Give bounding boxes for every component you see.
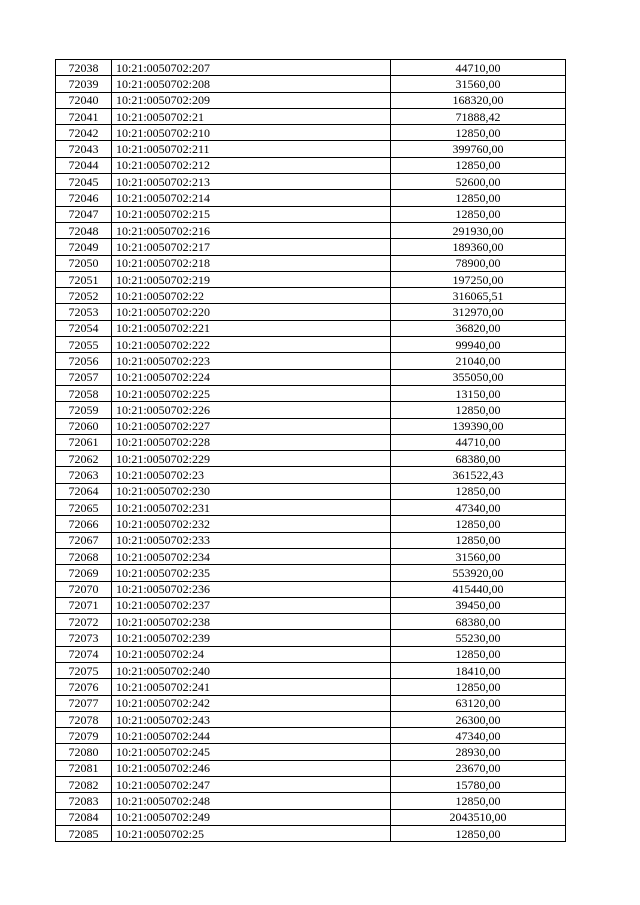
cadastral-value-cell: 139390,00 xyxy=(391,418,566,434)
cadastral-number-cell: 10:21:0050702:210 xyxy=(112,125,391,141)
table-row xyxy=(56,744,566,760)
cadastral-value-cell: 39450,00 xyxy=(391,597,566,613)
cadastral-number-cell: 10:21:0050702:211 xyxy=(112,141,391,157)
table-row xyxy=(56,157,566,173)
row-number-cell: 72066 xyxy=(56,516,112,532)
cadastral-value-cell: 78900,00 xyxy=(391,255,566,271)
row-number-cell: 72062 xyxy=(56,451,112,467)
row-number-cell: 72071 xyxy=(56,597,112,613)
cadastral-number-cell: 10:21:0050702:243 xyxy=(112,711,391,727)
cadastral-number-cell: 10:21:0050702:232 xyxy=(112,516,391,532)
row-number-cell: 72081 xyxy=(56,760,112,776)
table-row xyxy=(56,353,566,369)
cadastral-number-cell: 10:21:0050702:218 xyxy=(112,255,391,271)
row-number-cell: 72078 xyxy=(56,711,112,727)
row-number-cell: 72060 xyxy=(56,418,112,434)
cadastral-value-cell: 21040,00 xyxy=(391,353,566,369)
row-number-cell: 72046 xyxy=(56,190,112,206)
table-row xyxy=(56,222,566,238)
table-row xyxy=(56,108,566,124)
row-number-cell: 72077 xyxy=(56,695,112,711)
table-row xyxy=(56,174,566,190)
row-number-cell: 72045 xyxy=(56,174,112,190)
cadastral-value-table xyxy=(55,59,566,842)
cadastral-number-cell: 10:21:0050702:245 xyxy=(112,744,391,760)
row-number-cell: 72047 xyxy=(56,206,112,222)
cadastral-value-cell: 12850,00 xyxy=(391,679,566,695)
cadastral-value-cell: 15780,00 xyxy=(391,777,566,793)
table-row xyxy=(56,141,566,157)
cadastral-number-cell: 10:21:0050702:208 xyxy=(112,76,391,92)
table-row xyxy=(56,565,566,581)
cadastral-number-cell: 10:21:0050702:247 xyxy=(112,777,391,793)
row-number-cell: 72079 xyxy=(56,728,112,744)
row-number-cell: 72063 xyxy=(56,467,112,483)
row-number-cell: 72072 xyxy=(56,614,112,630)
table-row xyxy=(56,711,566,727)
table-row xyxy=(56,320,566,336)
row-number-cell: 72070 xyxy=(56,581,112,597)
row-number-cell: 72068 xyxy=(56,548,112,564)
table-row xyxy=(56,451,566,467)
table-row xyxy=(56,679,566,695)
cadastral-number-cell: 10:21:0050702:240 xyxy=(112,662,391,678)
table-row xyxy=(56,614,566,630)
table-row xyxy=(56,418,566,434)
row-number-cell: 72057 xyxy=(56,369,112,385)
cadastral-value-cell: 55230,00 xyxy=(391,630,566,646)
cadastral-number-cell: 10:21:0050702:242 xyxy=(112,695,391,711)
table-row xyxy=(56,190,566,206)
table-row xyxy=(56,777,566,793)
row-number-cell: 72049 xyxy=(56,239,112,255)
row-number-cell: 72083 xyxy=(56,793,112,809)
cadastral-value-cell: 68380,00 xyxy=(391,614,566,630)
table-body xyxy=(56,60,566,842)
cadastral-number-cell: 10:21:0050702:213 xyxy=(112,174,391,190)
row-number-cell: 72053 xyxy=(56,304,112,320)
cadastral-number-cell: 10:21:0050702:212 xyxy=(112,157,391,173)
cadastral-number-cell: 10:21:0050702:25 xyxy=(112,825,391,841)
table-row xyxy=(56,809,566,825)
cadastral-number-cell: 10:21:0050702:225 xyxy=(112,385,391,401)
cadastral-number-cell: 10:21:0050702:233 xyxy=(112,532,391,548)
cadastral-number-cell: 10:21:0050702:22 xyxy=(112,288,391,304)
cadastral-number-cell: 10:21:0050702:23 xyxy=(112,467,391,483)
cadastral-value-cell: 28930,00 xyxy=(391,744,566,760)
row-number-cell: 72073 xyxy=(56,630,112,646)
cadastral-number-cell: 10:21:0050702:230 xyxy=(112,483,391,499)
row-number-cell: 72056 xyxy=(56,353,112,369)
table-row xyxy=(56,532,566,548)
table-row xyxy=(56,337,566,353)
table-row xyxy=(56,467,566,483)
cadastral-number-cell: 10:21:0050702:246 xyxy=(112,760,391,776)
cadastral-number-cell: 10:21:0050702:219 xyxy=(112,271,391,287)
cadastral-value-cell: 355050,00 xyxy=(391,369,566,385)
cadastral-value-cell: 47340,00 xyxy=(391,728,566,744)
cadastral-value-cell: 189360,00 xyxy=(391,239,566,255)
cadastral-value-cell: 312970,00 xyxy=(391,304,566,320)
cadastral-value-cell: 47340,00 xyxy=(391,500,566,516)
row-number-cell: 72050 xyxy=(56,255,112,271)
row-number-cell: 72040 xyxy=(56,92,112,108)
cadastral-value-cell: 2043510,00 xyxy=(391,809,566,825)
row-number-cell: 72075 xyxy=(56,662,112,678)
table-row xyxy=(56,825,566,841)
cadastral-value-cell: 399760,00 xyxy=(391,141,566,157)
row-number-cell: 72076 xyxy=(56,679,112,695)
cadastral-value-cell: 12850,00 xyxy=(391,516,566,532)
row-number-cell: 72080 xyxy=(56,744,112,760)
row-number-cell: 72055 xyxy=(56,337,112,353)
cadastral-number-cell: 10:21:0050702:220 xyxy=(112,304,391,320)
table-row xyxy=(56,369,566,385)
cadastral-value-cell: 12850,00 xyxy=(391,483,566,499)
cadastral-value-cell: 12850,00 xyxy=(391,532,566,548)
cadastral-value-cell: 12850,00 xyxy=(391,646,566,662)
table-row xyxy=(56,695,566,711)
cadastral-number-cell: 10:21:0050702:248 xyxy=(112,793,391,809)
row-number-cell: 72044 xyxy=(56,157,112,173)
cadastral-value-cell: 18410,00 xyxy=(391,662,566,678)
cadastral-value-cell: 13150,00 xyxy=(391,385,566,401)
cadastral-number-cell: 10:21:0050702:226 xyxy=(112,402,391,418)
row-number-cell: 72067 xyxy=(56,532,112,548)
table-row xyxy=(56,239,566,255)
cadastral-value-cell: 415440,00 xyxy=(391,581,566,597)
cadastral-number-cell: 10:21:0050702:222 xyxy=(112,337,391,353)
table-row xyxy=(56,434,566,450)
cadastral-value-cell: 12850,00 xyxy=(391,402,566,418)
row-number-cell: 72051 xyxy=(56,271,112,287)
table-row xyxy=(56,304,566,320)
cadastral-number-cell: 10:21:0050702:221 xyxy=(112,320,391,336)
cadastral-number-cell: 10:21:0050702:231 xyxy=(112,500,391,516)
row-number-cell: 72059 xyxy=(56,402,112,418)
table-row xyxy=(56,483,566,499)
row-number-cell: 72052 xyxy=(56,288,112,304)
cadastral-number-cell: 10:21:0050702:227 xyxy=(112,418,391,434)
cadastral-value-cell: 553920,00 xyxy=(391,565,566,581)
row-number-cell: 72085 xyxy=(56,825,112,841)
cadastral-value-cell: 63120,00 xyxy=(391,695,566,711)
cadastral-value-cell: 12850,00 xyxy=(391,793,566,809)
table-row xyxy=(56,728,566,744)
table-row xyxy=(56,597,566,613)
cadastral-number-cell: 10:21:0050702:21 xyxy=(112,108,391,124)
cadastral-value-cell: 12850,00 xyxy=(391,206,566,222)
cadastral-value-cell: 12850,00 xyxy=(391,825,566,841)
table-row xyxy=(56,206,566,222)
table-row xyxy=(56,646,566,662)
row-number-cell: 72042 xyxy=(56,125,112,141)
table-row xyxy=(56,271,566,287)
document-page xyxy=(55,59,566,842)
cadastral-number-cell: 10:21:0050702:244 xyxy=(112,728,391,744)
cadastral-number-cell: 10:21:0050702:217 xyxy=(112,239,391,255)
table-row xyxy=(56,385,566,401)
cadastral-number-cell: 10:21:0050702:234 xyxy=(112,548,391,564)
table-row xyxy=(56,793,566,809)
cadastral-value-cell: 52600,00 xyxy=(391,174,566,190)
row-number-cell: 72069 xyxy=(56,565,112,581)
cadastral-value-cell: 68380,00 xyxy=(391,451,566,467)
row-number-cell: 72054 xyxy=(56,320,112,336)
cadastral-number-cell: 10:21:0050702:235 xyxy=(112,565,391,581)
cadastral-value-cell: 361522,43 xyxy=(391,467,566,483)
row-number-cell: 72082 xyxy=(56,777,112,793)
row-number-cell: 72039 xyxy=(56,76,112,92)
table-row xyxy=(56,60,566,76)
cadastral-value-cell: 316065,51 xyxy=(391,288,566,304)
row-number-cell: 72084 xyxy=(56,809,112,825)
cadastral-value-cell: 44710,00 xyxy=(391,60,566,76)
cadastral-value-cell: 26300,00 xyxy=(391,711,566,727)
cadastral-value-cell: 168320,00 xyxy=(391,92,566,108)
table-row xyxy=(56,662,566,678)
table-row xyxy=(56,516,566,532)
table-row xyxy=(56,760,566,776)
cadastral-number-cell: 10:21:0050702:24 xyxy=(112,646,391,662)
cadastral-value-cell: 12850,00 xyxy=(391,125,566,141)
cadastral-number-cell: 10:21:0050702:214 xyxy=(112,190,391,206)
cadastral-number-cell: 10:21:0050702:223 xyxy=(112,353,391,369)
table-row xyxy=(56,76,566,92)
cadastral-number-cell: 10:21:0050702:228 xyxy=(112,434,391,450)
cadastral-value-cell: 12850,00 xyxy=(391,157,566,173)
row-number-cell: 72061 xyxy=(56,434,112,450)
cadastral-number-cell: 10:21:0050702:239 xyxy=(112,630,391,646)
row-number-cell: 72064 xyxy=(56,483,112,499)
cadastral-value-cell: 99940,00 xyxy=(391,337,566,353)
cadastral-number-cell: 10:21:0050702:207 xyxy=(112,60,391,76)
table-row xyxy=(56,255,566,271)
row-number-cell: 72058 xyxy=(56,385,112,401)
row-number-cell: 72065 xyxy=(56,500,112,516)
cadastral-value-cell: 71888,42 xyxy=(391,108,566,124)
row-number-cell: 72048 xyxy=(56,222,112,238)
cadastral-number-cell: 10:21:0050702:215 xyxy=(112,206,391,222)
row-number-cell: 72038 xyxy=(56,60,112,76)
table-row xyxy=(56,581,566,597)
cadastral-number-cell: 10:21:0050702:238 xyxy=(112,614,391,630)
cadastral-value-cell: 23670,00 xyxy=(391,760,566,776)
table-row xyxy=(56,500,566,516)
cadastral-value-cell: 31560,00 xyxy=(391,76,566,92)
table-row xyxy=(56,548,566,564)
cadastral-number-cell: 10:21:0050702:209 xyxy=(112,92,391,108)
cadastral-number-cell: 10:21:0050702:236 xyxy=(112,581,391,597)
table-row xyxy=(56,402,566,418)
cadastral-number-cell: 10:21:0050702:229 xyxy=(112,451,391,467)
cadastral-number-cell: 10:21:0050702:216 xyxy=(112,222,391,238)
cadastral-value-cell: 36820,00 xyxy=(391,320,566,336)
table-row xyxy=(56,288,566,304)
cadastral-number-cell: 10:21:0050702:237 xyxy=(112,597,391,613)
table-row xyxy=(56,92,566,108)
cadastral-value-cell: 31560,00 xyxy=(391,548,566,564)
cadastral-value-cell: 291930,00 xyxy=(391,222,566,238)
table-row xyxy=(56,630,566,646)
cadastral-value-cell: 197250,00 xyxy=(391,271,566,287)
cadastral-value-cell: 12850,00 xyxy=(391,190,566,206)
row-number-cell: 72043 xyxy=(56,141,112,157)
cadastral-value-cell: 44710,00 xyxy=(391,434,566,450)
cadastral-number-cell: 10:21:0050702:249 xyxy=(112,809,391,825)
row-number-cell: 72041 xyxy=(56,108,112,124)
cadastral-number-cell: 10:21:0050702:241 xyxy=(112,679,391,695)
row-number-cell: 72074 xyxy=(56,646,112,662)
table-row xyxy=(56,125,566,141)
cadastral-number-cell: 10:21:0050702:224 xyxy=(112,369,391,385)
